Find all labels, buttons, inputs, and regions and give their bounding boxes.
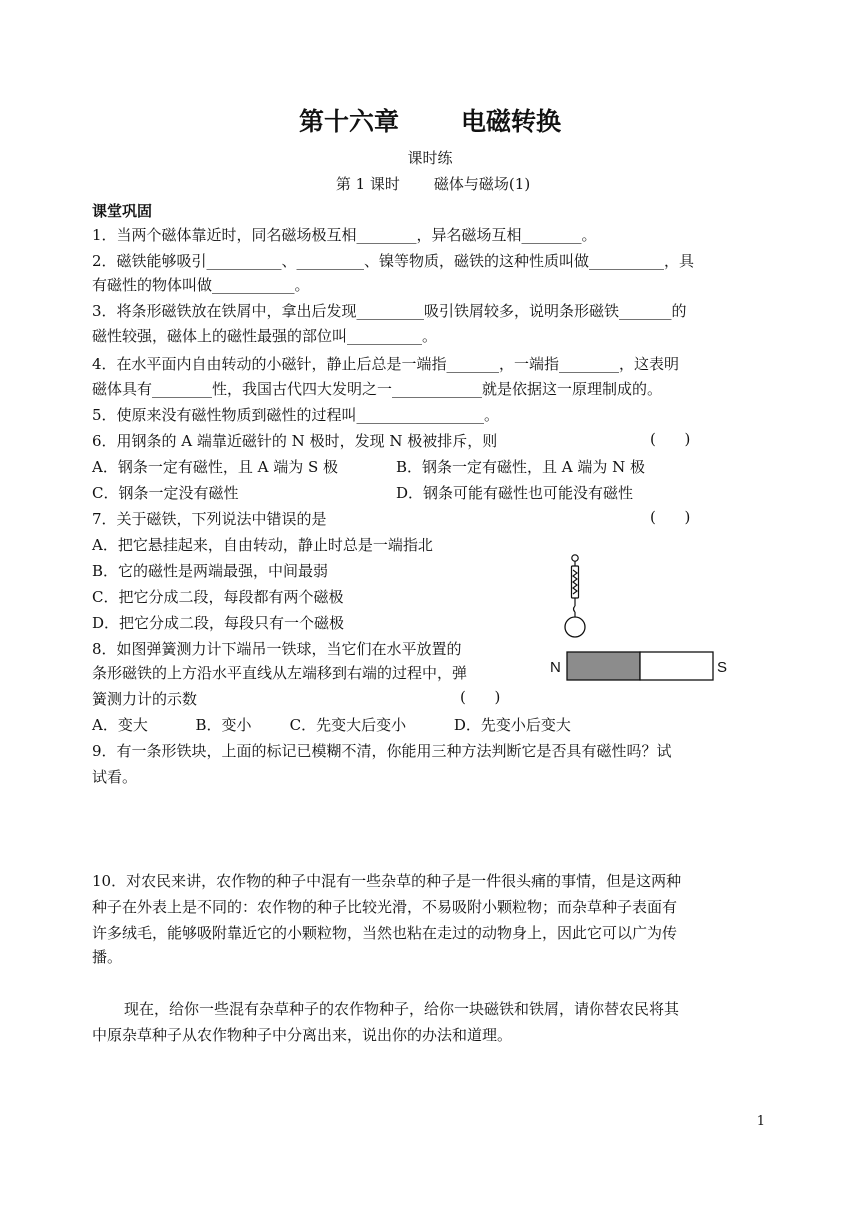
- question-7-option-b: B．它的磁性是两端最强，中间最弱: [92, 562, 329, 580]
- spring-scale-icon: [572, 555, 579, 612]
- bar-magnet: [567, 652, 713, 680]
- question-6: 6．用钢条的 A 端靠近磁针的 N 极时，发现 N 极被排斥，则: [92, 432, 498, 450]
- question-7: 7．关于磁铁，下列说法中错误的是: [92, 510, 327, 528]
- magnet-s-label: S: [717, 659, 728, 676]
- spring-scale-figure: [540, 548, 740, 688]
- question-9-line-2: 试看。: [92, 768, 138, 786]
- question-4-line-1: 4．在水平面内自由转动的小磁针，静止后总是一端指_______，一端指________，这表明: [92, 355, 680, 373]
- question-10-line-2: 种子在外表上是不同的：农作物的种子比较光滑，不易吸附小颗粒物；而杂草种子表面有: [92, 898, 678, 916]
- question-7-option-a: A．把它悬挂起来，自由转动，静止时总是一端指北: [92, 536, 433, 554]
- question-8-answer-blank: ( ): [460, 688, 501, 706]
- lesson-heading: [0, 173, 860, 194]
- question-6-option-c: C．钢条一定没有磁性: [92, 484, 239, 502]
- question-3-line-2: 磁性较强，磁体上的磁性最强的部位叫__________。: [92, 327, 438, 345]
- lesson-title: 磁体与磁场(1): [433, 175, 531, 193]
- lesson-number: 第 1 课时: [335, 175, 400, 193]
- question-6-option-a: A．钢条一定有磁性，且 A 端为 S 极: [92, 458, 339, 476]
- question-7-answer-blank: ( ): [650, 508, 691, 526]
- question-6-option-d: D．钢条可能有磁性也可能没有磁性: [396, 484, 634, 502]
- question-10-line-6: 中原杂草种子从农作物种子中分离出来，说出你的办法和道理。: [92, 1026, 513, 1044]
- question-10-line-5: 现在，给你一些混有杂草种子的农作物种子，给你一块磁铁和铁屑，请你替农民将其: [124, 1000, 680, 1018]
- question-5: 5．使原来没有磁性物质到磁性的过程叫_________________。: [92, 406, 500, 424]
- question-2-line-2: 有磁性的物体叫做___________。: [92, 276, 310, 294]
- subtitle: 课时练: [407, 149, 453, 167]
- magnet-n-label: N: [550, 659, 561, 676]
- chapter-name: 电磁转换: [461, 107, 562, 136]
- question-9-line-1: 9．有一条形铁块，上面的标记已模糊不清，你能用三种方法判断它是否具有磁性吗？试: [92, 742, 672, 760]
- question-8-line-2: 条形磁铁的上方沿水平直线从左端移到右端的过程中，弹: [92, 664, 468, 682]
- question-1: 1．当两个磁体靠近时，同名磁场极互相________，异名磁场互相________。: [92, 226, 597, 244]
- question-6-option-b: B．钢条一定有磁性，且 A 端为 N 极: [396, 458, 646, 476]
- question-7-option-d: D．把它分成二段，每段只有一个磁极: [92, 614, 345, 632]
- question-10-line-3: 许多绒毛，能够吸附靠近它的小颗粒物，当然也粘在走过的动物身上，因此它可以广为传: [92, 924, 678, 942]
- question-6-answer-blank: ( ): [650, 430, 691, 448]
- chapter-title: [0, 102, 860, 138]
- magnet-s-pole: [640, 652, 713, 680]
- question-3-line-1: 3．将条形磁铁放在铁屑中，拿出后发现_________吸引铁屑较多，说明条形磁铁_______的: [92, 302, 687, 320]
- question-7-option-c: C．把它分成二段，每段都有两个磁极: [92, 588, 344, 606]
- page-number: 1: [756, 1114, 765, 1129]
- question-2-line-1: 2．磁铁能够吸引__________、_________、镍等物质，磁铁的这种性质叫做__________，具: [92, 252, 695, 270]
- question-8-line-1: 8．如图弹簧测力计下端吊一铁球，当它们在水平放置的: [92, 640, 462, 658]
- question-4-line-2: 磁体具有________性，我国古代四大发明之一____________就是依据这一原理制成的。: [92, 380, 663, 398]
- iron-ball-icon: [565, 612, 585, 637]
- question-8-line-3: 簧测力计的示数: [92, 690, 198, 708]
- question-8-options: A．变大 B．变小 C．先变大后变小 D．先变小后变大: [92, 716, 571, 734]
- magnet-n-pole: [567, 652, 640, 680]
- question-10-line-4: 播。: [92, 948, 123, 966]
- chapter-number: 第十六章: [298, 107, 399, 136]
- section-label: 课堂巩固: [92, 202, 153, 220]
- question-10-line-1: 10．对农民来讲，农作物的种子中混有一些杂草的种子是一件很头痛的事情，但是这两种: [92, 872, 682, 890]
